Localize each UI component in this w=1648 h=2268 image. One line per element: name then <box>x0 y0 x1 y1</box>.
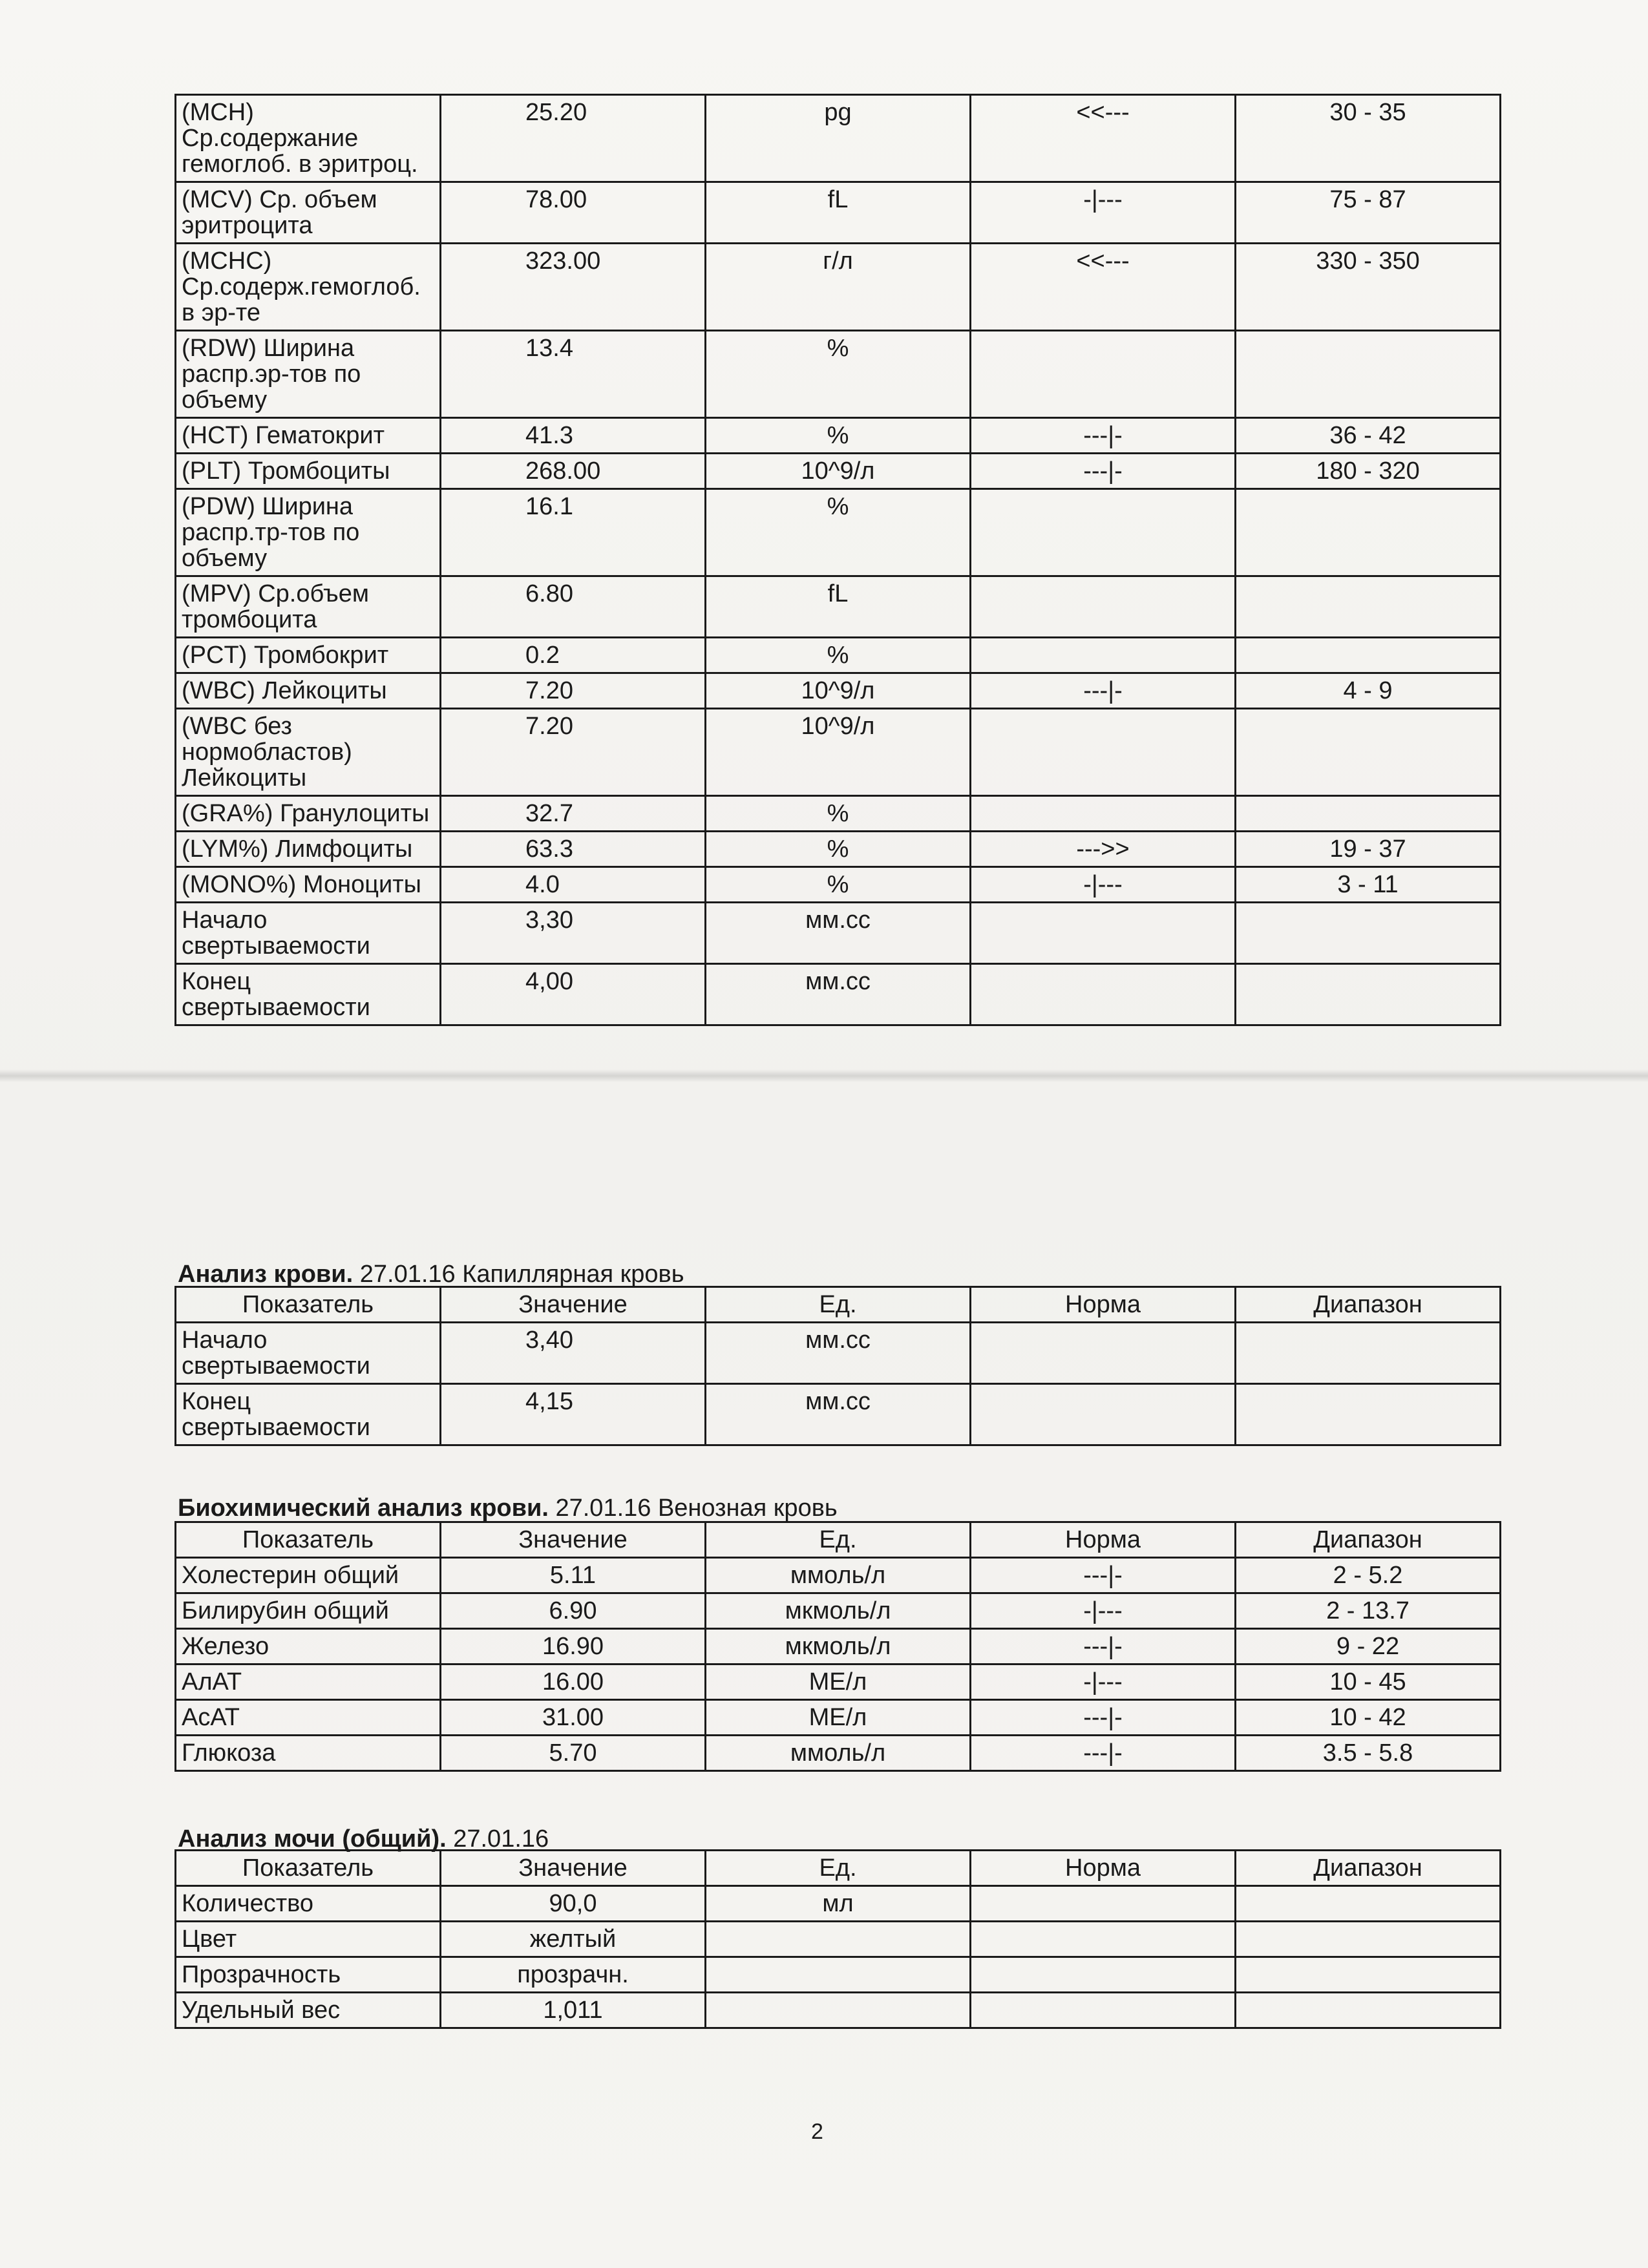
param-cell: Холестерин общий <box>176 1558 441 1593</box>
range-cell <box>1236 709 1501 796</box>
value-cell: 7.20 <box>441 673 706 709</box>
value-cell: 78.00 <box>441 182 706 244</box>
norm-flag-cell <box>971 331 1236 418</box>
header-unit: Ед. <box>706 1287 971 1323</box>
norm-flag-cell: -|--- <box>971 1593 1236 1629</box>
table-row <box>176 1664 1501 1700</box>
norm-flag-cell <box>971 1922 1236 1957</box>
header-range: Диапазон <box>1236 1287 1501 1323</box>
value-cell: 323.00 <box>441 244 706 331</box>
norm-flag-cell: ---|- <box>971 454 1236 489</box>
value-cell: 3,40 <box>441 1323 706 1384</box>
table-row <box>176 454 1501 489</box>
range-cell <box>1236 1993 1501 2028</box>
value-cell: 6.80 <box>441 576 706 638</box>
range-cell <box>1236 796 1501 832</box>
param-cell: Билирубин общий <box>176 1593 441 1629</box>
value-cell: желтый <box>441 1922 706 1957</box>
param-cell: Начало свертываемости <box>176 903 441 964</box>
table-header-row <box>176 1522 1501 1558</box>
unit-cell <box>706 1922 971 1957</box>
header-norm: Норма <box>971 1851 1236 1886</box>
norm-flag-cell: ---|- <box>971 1700 1236 1736</box>
range-cell <box>1236 964 1501 1025</box>
value-cell: 0.2 <box>441 638 706 673</box>
param-cell: Прозрачность <box>176 1957 441 1993</box>
unit-cell: мкмоль/л <box>706 1629 971 1664</box>
table-row <box>176 903 1501 964</box>
param-cell: (HCT) Гематокрит <box>176 418 441 454</box>
header-norm: Норма <box>971 1287 1236 1323</box>
unit-cell: % <box>706 832 971 867</box>
norm-flag-cell: -|--- <box>971 1664 1236 1700</box>
norm-flag-cell <box>971 489 1236 576</box>
table-row <box>176 95 1501 182</box>
value-cell: 16.90 <box>441 1629 706 1664</box>
unit-cell: % <box>706 331 971 418</box>
norm-flag-cell: --->> <box>971 832 1236 867</box>
param-cell: АсАТ <box>176 1700 441 1736</box>
header-unit: Ед. <box>706 1851 971 1886</box>
value-cell: 16.1 <box>441 489 706 576</box>
norm-flag-cell: <<--- <box>971 244 1236 331</box>
range-cell: 2 - 13.7 <box>1236 1593 1501 1629</box>
header-param: Показатель <box>176 1287 441 1323</box>
param-cell: (PDW) Ширина распр.тр-тов по объему <box>176 489 441 576</box>
param-cell: (MONO%) Моноциты <box>176 867 441 903</box>
unit-cell: МЕ/л <box>706 1664 971 1700</box>
norm-flag-cell: <<--- <box>971 95 1236 182</box>
table-row <box>176 867 1501 903</box>
unit-cell: мл <box>706 1886 971 1922</box>
table-row <box>176 418 1501 454</box>
capillary-section-title: Анализ крови. 27.01.16 Капиллярная кровь <box>178 1261 684 1288</box>
table-row <box>176 832 1501 867</box>
norm-flag-cell <box>971 1886 1236 1922</box>
range-cell <box>1236 1922 1501 1957</box>
norm-flag-cell <box>971 903 1236 964</box>
unit-cell: мм.сс <box>706 964 971 1025</box>
unit-cell: МЕ/л <box>706 1700 971 1736</box>
norm-flag-cell: -|--- <box>971 182 1236 244</box>
capillary-results-table <box>174 1286 1501 1446</box>
param-cell: (PLT) Тромбоциты <box>176 454 441 489</box>
value-cell: 268.00 <box>441 454 706 489</box>
range-cell <box>1236 331 1501 418</box>
unit-cell: г/л <box>706 244 971 331</box>
header-param: Показатель <box>176 1522 441 1558</box>
unit-cell <box>706 1957 971 1993</box>
range-cell: 10 - 42 <box>1236 1700 1501 1736</box>
norm-flag-cell: ---|- <box>971 673 1236 709</box>
value-cell: 4,00 <box>441 964 706 1025</box>
value-cell: 63.3 <box>441 832 706 867</box>
table-row <box>176 1384 1501 1445</box>
table-row <box>176 1736 1501 1771</box>
range-cell: 2 - 5.2 <box>1236 1558 1501 1593</box>
unit-cell: 10^9/л <box>706 454 971 489</box>
table-row <box>176 182 1501 244</box>
table-row <box>176 1700 1501 1736</box>
table-row <box>176 1957 1501 1993</box>
table-row <box>176 1323 1501 1384</box>
unit-cell: % <box>706 796 971 832</box>
unit-cell: мм.сс <box>706 903 971 964</box>
header-param: Показатель <box>176 1851 441 1886</box>
header-unit: Ед. <box>706 1522 971 1558</box>
value-cell: 1,011 <box>441 1993 706 2028</box>
page-number: 2 <box>811 2119 823 2144</box>
value-cell: 13.4 <box>441 331 706 418</box>
unit-cell: мм.сс <box>706 1323 971 1384</box>
table-row <box>176 1593 1501 1629</box>
range-cell: 9 - 22 <box>1236 1629 1501 1664</box>
param-cell: Удельный вес <box>176 1993 441 2028</box>
norm-flag-cell <box>971 638 1236 673</box>
param-cell: (PCT) Тромбокрит <box>176 638 441 673</box>
table-header-row <box>176 1851 1501 1886</box>
header-value: Значение <box>441 1287 706 1323</box>
param-cell: (MCH) Ср.содержание гемоглоб. в эритроц. <box>176 95 441 182</box>
range-cell: 330 - 350 <box>1236 244 1501 331</box>
range-cell <box>1236 638 1501 673</box>
param-cell: Начало свертываемости <box>176 1323 441 1384</box>
range-cell <box>1236 1323 1501 1384</box>
table-row <box>176 709 1501 796</box>
norm-flag-cell: ---|- <box>971 1558 1236 1593</box>
unit-cell: fL <box>706 182 971 244</box>
param-cell: (MPV) Ср.объем тромбоцита <box>176 576 441 638</box>
norm-flag-cell: ---|- <box>971 1629 1236 1664</box>
param-cell: Количество <box>176 1886 441 1922</box>
param-cell: Конец свертываемости <box>176 964 441 1025</box>
norm-flag-cell: ---|- <box>971 418 1236 454</box>
range-cell: 4 - 9 <box>1236 673 1501 709</box>
table-row <box>176 1922 1501 1957</box>
table-row <box>176 638 1501 673</box>
range-cell <box>1236 903 1501 964</box>
table-row <box>176 489 1501 576</box>
value-cell: 6.90 <box>441 1593 706 1629</box>
unit-cell: % <box>706 418 971 454</box>
value-cell: 16.00 <box>441 1664 706 1700</box>
unit-cell: pg <box>706 95 971 182</box>
range-cell: 3.5 - 5.8 <box>1236 1736 1501 1771</box>
value-cell: 25.20 <box>441 95 706 182</box>
table-header-row <box>176 1287 1501 1323</box>
value-cell: 5.70 <box>441 1736 706 1771</box>
norm-flag-cell <box>971 576 1236 638</box>
param-cell: Конец свертываемости <box>176 1384 441 1445</box>
norm-flag-cell: ---|- <box>971 1736 1236 1771</box>
range-cell: 75 - 87 <box>1236 182 1501 244</box>
value-cell: прозрачн. <box>441 1957 706 1993</box>
header-range: Диапазон <box>1236 1522 1501 1558</box>
norm-flag-cell <box>971 1993 1236 2028</box>
param-cell: (RDW) Ширина распр.эр-тов по объему <box>176 331 441 418</box>
value-cell: 90,0 <box>441 1886 706 1922</box>
range-cell <box>1236 1886 1501 1922</box>
value-cell: 4,15 <box>441 1384 706 1445</box>
unit-cell: ммоль/л <box>706 1736 971 1771</box>
range-cell: 30 - 35 <box>1236 95 1501 182</box>
norm-flag-cell <box>971 709 1236 796</box>
range-cell: 180 - 320 <box>1236 454 1501 489</box>
unit-cell: fL <box>706 576 971 638</box>
unit-cell: % <box>706 489 971 576</box>
table-row <box>176 1886 1501 1922</box>
value-cell: 32.7 <box>441 796 706 832</box>
table-row <box>176 1558 1501 1593</box>
value-cell: 3,30 <box>441 903 706 964</box>
table-row <box>176 1993 1501 2028</box>
paper-fold <box>0 1069 1648 1082</box>
value-cell: 4.0 <box>441 867 706 903</box>
range-cell: 10 - 45 <box>1236 1664 1501 1700</box>
table-row <box>176 1629 1501 1664</box>
range-cell: 19 - 37 <box>1236 832 1501 867</box>
header-value: Значение <box>441 1522 706 1558</box>
urine-results-table <box>174 1849 1501 2029</box>
unit-cell: % <box>706 638 971 673</box>
range-cell <box>1236 489 1501 576</box>
norm-flag-cell <box>971 796 1236 832</box>
table-row <box>176 331 1501 418</box>
param-cell: Глюкоза <box>176 1736 441 1771</box>
range-cell: 3 - 11 <box>1236 867 1501 903</box>
biochem-results-table <box>174 1521 1501 1772</box>
unit-cell: мм.сс <box>706 1384 971 1445</box>
norm-flag-cell <box>971 1957 1236 1993</box>
range-cell: 36 - 42 <box>1236 418 1501 454</box>
table-row <box>176 244 1501 331</box>
table-row <box>176 673 1501 709</box>
param-cell: (WBC) Лейкоциты <box>176 673 441 709</box>
table-row <box>176 576 1501 638</box>
unit-cell: ммоль/л <box>706 1558 971 1593</box>
range-cell <box>1236 1384 1501 1445</box>
table-row <box>176 796 1501 832</box>
param-cell: Цвет <box>176 1922 441 1957</box>
value-cell: 41.3 <box>441 418 706 454</box>
header-norm: Норма <box>971 1522 1236 1558</box>
param-cell: АлАТ <box>176 1664 441 1700</box>
value-cell: 5.11 <box>441 1558 706 1593</box>
unit-cell: % <box>706 867 971 903</box>
param-cell: (MCHC) Ср.содерж.гемоглоб. в эр-те <box>176 244 441 331</box>
unit-cell <box>706 1993 971 2028</box>
param-cell: Железо <box>176 1629 441 1664</box>
param-cell: (GRA%) Гранулоциты <box>176 796 441 832</box>
biochem-section-title: Биохимический анализ крови. 27.01.16 Венозная кровь <box>178 1495 838 1522</box>
unit-cell: 10^9/л <box>706 673 971 709</box>
norm-flag-cell <box>971 964 1236 1025</box>
range-cell <box>1236 1957 1501 1993</box>
unit-cell: мкмоль/л <box>706 1593 971 1629</box>
header-value: Значение <box>441 1851 706 1886</box>
value-cell: 7.20 <box>441 709 706 796</box>
norm-flag-cell: -|--- <box>971 867 1236 903</box>
header-range: Диапазон <box>1236 1851 1501 1886</box>
param-cell: (MCV) Ср. объем эритроцита <box>176 182 441 244</box>
param-cell: (WBC без нормобластов) Лейкоциты <box>176 709 441 796</box>
urine-section-title: Анализ мочи (общий). 27.01.16 <box>178 1825 549 1853</box>
norm-flag-cell <box>971 1323 1236 1384</box>
value-cell: 31.00 <box>441 1700 706 1736</box>
table-row <box>176 964 1501 1025</box>
param-cell: (LYM%) Лимфоциты <box>176 832 441 867</box>
cbc-results-table <box>174 94 1501 1026</box>
unit-cell: 10^9/л <box>706 709 971 796</box>
range-cell <box>1236 576 1501 638</box>
norm-flag-cell <box>971 1384 1236 1445</box>
